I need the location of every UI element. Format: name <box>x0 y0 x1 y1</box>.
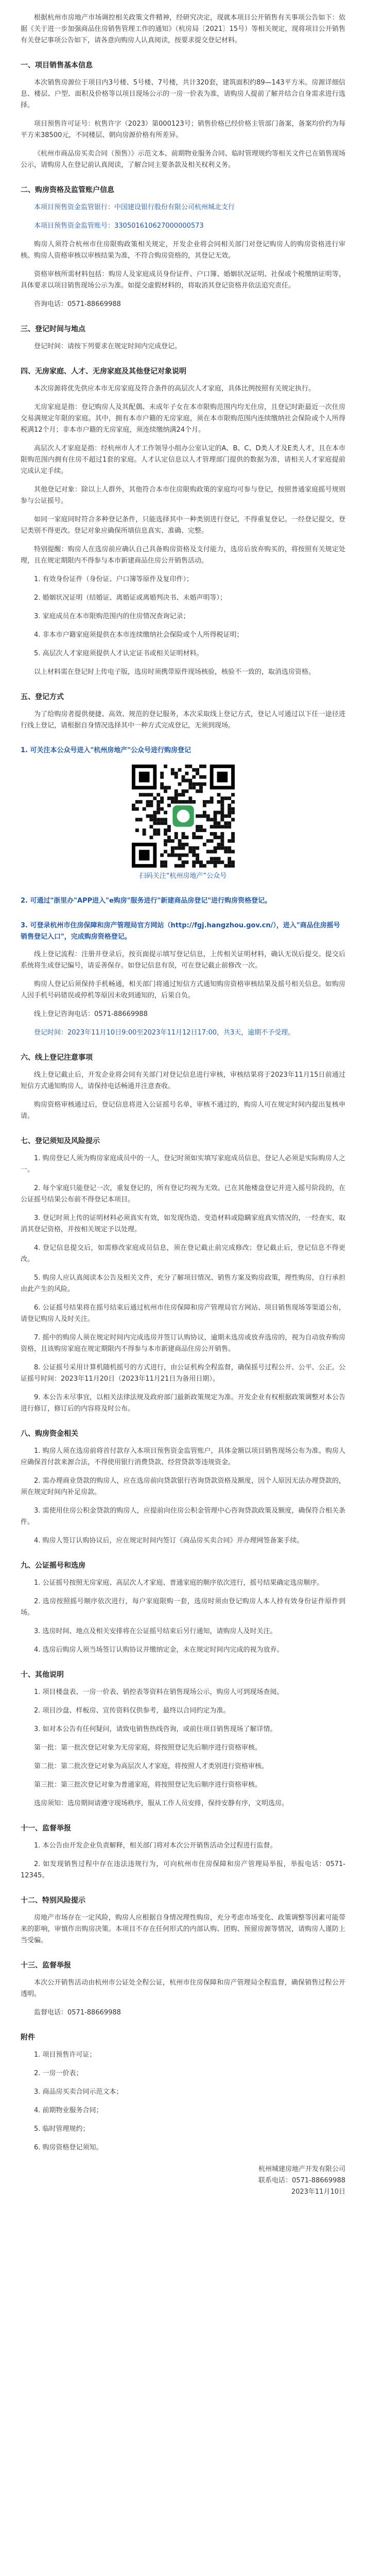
paragraph: 监督电话：0571-88669988 <box>34 2009 121 2016</box>
paragraph: 项目预售许可证号：杭售许字（2023）第000123号；销售价格已经价格主管部门备案，备案均价约为每平方米38500元，不同楼层、朝向房源价格有所差异。 <box>21 120 345 139</box>
footer <box>21 2164 345 2198</box>
qr-code-icon <box>132 765 235 868</box>
section-heading: 六、线上登记注意事项 <box>21 1054 93 1062</box>
paragraph: 4. 选房后购房人须当场签订认购协议并缴纳定金，未在规定时间内完成的视为放弃。 <box>34 1646 284 1654</box>
paragraph: 7. 摇中的购房人须在规定时间内完成选房并签订认购协议，逾期未选房或放弃选房的，视为自动放弃购房资格，且该购房家庭在规定期限内不得参与本市新建商品住房公开销售。 <box>21 1334 345 1353</box>
section-heading: 3. 可登录杭州市住房保障和房产管理局官方网站（http://fgj.hangzhou.gov.cn/），进入"商品住房摇号销售登记入口"，完成购房资格登记。 <box>21 922 340 941</box>
paragraph: 3. 登记时须上传的证明材料必须真实有效，如发现伪造、变造材料或隐瞒家庭真实情况的，一经查实，取消其登记资格，并按相关规定予以处理。 <box>21 1214 345 1233</box>
paragraph: 根据杭州市房地产市场调控相关政策文件精神，经研究决定，现就本项目公开销售有关事项公告如下：依据《关于进一步加强商品住房销售管理工作的通知》（杭房局〔2021〕15号）等相关规定，现将项目公开销售有关登记事项公告如下，请各意向购房人认真阅读，按要求提交登记材料。 <box>21 14 345 44</box>
paragraph: 1. 购房人须在选房前将首付款存入本项目预售资金监管账户，具体金额以项目销售现场公布为准。购房人应确保首付款来源合法，不得使用银行消费贷款、经营贷款等违规资金。 <box>21 1447 345 1466</box>
paragraph: 5. 购房人应认真阅读本公告及相关文件，充分了解项目情况、销售方案及购房政策，理性购房，自行承担由此产生的风险。 <box>21 1274 345 1293</box>
paragraph: 房地产市场存在一定风险，购房人应根据自身情况理性购房，充分考虑市场变化、政策调整等因素可能带来的影响，审慎作出购房决策。本项目不存在任何形式的内部认购、团购、预留房源等情况，请购房人谨防上当受骗。 <box>21 1914 345 1944</box>
section-heading: 十二、特别风险提示 <box>21 1896 85 1905</box>
paragraph: 2. 每个家庭只能登记一次，重复登记的，所有登记均视为无效。已在其他楼盘登记并进入摇号阶段的，在公证摇号结果公布前不得登记本项目。 <box>21 1184 345 1204</box>
paragraph: 5. 高层次人才家庭须提供人才认定证书或相关证明材料。 <box>34 650 203 657</box>
paragraph: 本项目预售资金监管银行：中国建设银行股份有限公司杭州城北支行 <box>34 204 235 211</box>
paragraph: 2. 需办理商业贷款的购房人，应在选房前向贷款银行咨询贷款资格及额度，因个人原因无法办理贷款的，须在规定时间内补足房款。 <box>21 1477 345 1496</box>
paragraph: 本次公开销售活动由杭州市公证处全程公证，杭州市住房保障和房产管理局全程监督，确保销售过程公开透明。 <box>21 1979 345 1998</box>
paragraph: 2. 婚姻状况证明（结婚证、离婚证或离婚判决书、未婚声明等）； <box>34 594 227 602</box>
section-heading: 十三、监督举报 <box>21 1961 71 1970</box>
paragraph: 无房家庭是指：登记购房人及其配偶、未成年子女在本市限购范围内均无住房，且登记时距最近一次住房交易满规定年限的家庭。其中，拥有本市户籍的无房家庭，须在本市限购范围内连续缴纳社会保险或个人所得税满12个月；非本市户籍的无房家庭，须连续缴纳满24个月。 <box>21 403 345 434</box>
paragraph: 购房人须符合杭州市住房限购政策相关规定，开发企业将会同相关部门对登记购房人的购房资格进行审核。购房人资格审核以审核结果为准，不符合购房资格的，其登记无效。 <box>21 241 345 260</box>
paragraph: 第三批：第三批次登记对象为普通家庭，将按照登记先后顺序进行资格审核。 <box>34 1781 262 1789</box>
paragraph: 9. 本公告未尽事宜，以相关法律法规及政府部门最新政策规定为准。开发企业有权根据政策调整对本公告进行修订，修订后的内容将及时公布。 <box>21 1394 345 1413</box>
paragraph: 登记时间：请按下列要求在规定时间内完成登记。 <box>34 343 182 350</box>
paragraph: 4. 购房人签订认购协议后，应在规定时间内签订《商品房买卖合同》并办理网签备案手续。 <box>34 1537 304 1545</box>
section-heading: 2. 可通过"浙里办"APP进入"e购房"服务进行"新建商品房登记"进行购房资格登记。 <box>21 897 272 905</box>
paragraph: 2. 项目沙盘、样板房、宣传资料仅供参考，最终以合同约定为准。 <box>34 1707 230 1715</box>
section-heading: 1. 可关注本公众号进入"杭州房地产"公众号进行购房登记 <box>21 747 191 754</box>
paragraph: 购房资格审核通过后，登记信息将进入公证摇号名单，审核不通过的，购房人可在规定时间内提出复核申请。 <box>21 1101 345 1120</box>
paragraph: 4. 登记信息提交后，如需修改家庭成员信息，须在登记截止前完成修改；登记截止后，登记信息不得更改。 <box>21 1244 345 1263</box>
paragraph: 1. 有效身份证件（身份证、户口簿等原件及复印件）； <box>34 575 194 583</box>
paragraph: 本次销售房源位于项目内3号楼、5号楼、7号楼，共计320套，建筑面积约89—143平方米。房源详细信息、楼层、户型、面积及价格等以项目现场公示的一房一价表为准，请购房人提前了解并结合自身需求进行选择。 <box>21 79 345 109</box>
footer-company: 杭州城建房地产开发有限公司 <box>258 2165 345 2173</box>
paragraph: 高层次人才家庭是指：经杭州市人才工作领导小组办公室认定的A、B、C、D类人才及E类人才，且在本市限购范围内拥有住房不超过1套的家庭。人才认定信息以人才管理部门提供的数据为准，请相关人才家庭提前完成认定手续。 <box>21 445 345 475</box>
paragraph: 本次房源将优先供应本市无房家庭及符合条件的高层次人才家庭，具体比例按照有关规定执行。 <box>34 385 316 393</box>
paragraph: 3. 选房时间、地点及相关安排将在公证摇号结束后另行通知，请购房人及时关注。 <box>34 1628 277 1635</box>
section-heading: 四、无房家庭、人才、无房家庭及其他登记对象说明 <box>21 367 186 376</box>
qr-code-container <box>21 765 345 868</box>
paragraph: 4. 前期物业服务合同； <box>34 2107 103 2114</box>
paragraph: 线上登记截止后，开发企业将会同有关部门对登记信息进行审核，审核结果将于2023年11月15日前通过短信方式通知购房人，请保持电话畅通并注意查收。 <box>21 1071 345 1090</box>
paragraph: 1. 公证摇号按照无房家庭、高层次人才家庭、普通家庭的顺序依次进行，摇号结果确定选房顺序。 <box>34 1579 324 1587</box>
paragraph: 本项目预售资金监管账号：330501610627000000573 <box>34 222 204 230</box>
paragraph: 1. 本公告由开发企业负责解释，相关部门将对本次公开销售活动全过程进行监督。 <box>34 1842 277 1850</box>
paragraph: 选房须知：选房期间请遵守现场秩序，服从工作人员安排，保持安静有序，文明选房。 <box>34 1800 289 1807</box>
paragraph: 购房人登记后须保持手机畅通，相关部门将通过短信方式通知购房资格审核结果及摇号相关信息。如购房人因手机号码错误或停机等原因未收到通知的，后果自负。 <box>21 980 345 999</box>
qr-caption: 扫码关注“杭州房地产”公众号 <box>139 872 227 880</box>
paragraph: 登记时间：2023年11月10日9:00至2023年11月12日17:00，共3天，逾期不予受理。 <box>34 1029 295 1037</box>
paragraph: 其他登记对象：除以上人群外，其他符合本市住房限购政策的家庭均可参与登记，按照普通家庭摇号规则参与公证摇号。 <box>21 486 345 505</box>
article-body <box>21 12 345 2154</box>
section-heading: 附件 <box>21 2033 35 2042</box>
section-heading: 五、登记方式 <box>21 693 64 701</box>
paragraph: 线上登记流程：注册并登录后，按页面提示填写登记信息，上传相关证明材料，确认无误后提交。提交后系统将生成登记编号，请妥善保存。如登记信息有误，可在登记截止前修改一次。 <box>21 951 345 970</box>
paragraph: 3. 家庭成员在本市限购范围内的住房情况查询记录； <box>34 613 190 620</box>
section-heading: 二、购房资格及监管账户信息 <box>21 186 114 194</box>
section-heading: 八、购房资金相关 <box>21 1430 78 1438</box>
paragraph: 5. 临时管理规约； <box>34 2125 90 2133</box>
paragraph: 线上登记咨询电话：0571-88669988 <box>34 1010 148 1018</box>
paragraph: 3. 如对本公告有任何疑问，请致电销售热线咨询，或前往项目销售现场了解详情。 <box>34 1725 277 1733</box>
paragraph: 咨询电话：0571-88669988 <box>34 300 121 308</box>
section-heading: 九、公证摇号和选房 <box>21 1562 85 1570</box>
paragraph: 8. 公证摇号采用计算机随机摇号的方式进行，由公证机构全程监督，确保摇号过程公开、公平、公正。公证摇号时间：2023年11月20日（2023年11月21日为备用日期）。 <box>21 1364 345 1383</box>
paragraph: 1. 购房登记人须为购房家庭成员中的一人，登记时须如实填写家庭成员信息，登记人必须是实际购房人之一。 <box>21 1155 345 1174</box>
paragraph: 以上材料需在登记时上传电子版，选房时须携带原件现场核验，核验不一致的，取消选房资格。 <box>34 668 316 676</box>
section-heading: 三、登记时间与地点 <box>21 325 85 333</box>
paragraph: 第二批：第二批次登记对象为高层次人才家庭，将按照人才类别进行资格审核。 <box>34 1762 269 1770</box>
paragraph: 1. 项目楼盘表、一房一价表、销控表等资料在销售现场公示，购房人可到现场查阅。 <box>34 1688 284 1696</box>
paragraph: 如同一家庭同时符合多种登记条件，只能选择其中一种类别进行登记，不得重复登记。一经登记提交，登记类别不得更改。登记对象应确保所填信息真实、准确、完整。 <box>21 516 345 535</box>
paragraph: 1. 项目预售许可证； <box>34 2051 96 2059</box>
paragraph: 资格审核所需材料包括：购房人及家庭成员身份证件、户口簿、婚姻状况证明、社保或个税缴纳证明等，具体要求以项目销售现场公示为准。如提交虚假材料的，将取消其登记资格并依法追究责任。 <box>21 270 345 290</box>
paragraph: 特别提醒：购房人在选房前应确认自己具备购房资格及支付能力，选房后放弃购买的，将按照有关规定处理，且在规定期限内不得参与本市新建商品住房公开销售活动。 <box>21 546 345 565</box>
footer-phone: 联系电话：0571-88669988 <box>258 2177 345 2184</box>
paragraph: 2. 选房按照摇号顺序依次进行，每户家庭限购一套，选房时须由登记购房人本人持有效身份证件原件到场。 <box>21 1598 345 1617</box>
paragraph: 4. 非本市户籍家庭须提供在本市连续缴纳社会保险或个人所得税证明； <box>34 631 243 639</box>
paragraph: 为了给购房者提供便捷、高效、规范的登记服务，本次采取线上登记方式，登记人可通过以下任一途径进行线上登记，请根据自身情况选择其中一种方式完成登记，无须到现场。 <box>21 710 345 730</box>
footer-date: 2023年11月10日 <box>291 2188 345 2196</box>
paragraph: 第一批：第一批次登记对象为无房家庭，将按照登记先后顺序进行资格审核。 <box>34 1744 262 1752</box>
paragraph: 《杭州市商品房买卖合同（预售）》示范文本、前期物业服务合同、临时管理规约等相关文件已在销售现场公示，请购房人在登记前认真阅读，了解合同主要条款及相关权利义务。 <box>21 150 345 169</box>
section-heading: 十一、监督举报 <box>21 1824 71 1833</box>
paragraph: 2. 如发现销售过程中存在违法违规行为，可向杭州市住房保障和房产管理局举报，举报电话：0571-12345。 <box>21 1860 345 1879</box>
paragraph: 6. 公证摇号结果将在摇号结束后通过杭州市住房保障和房产管理局官方网站、项目销售现场等渠道公布，请登记购房人及时关注。 <box>21 1304 345 1323</box>
paragraph: 2. 一房一价表； <box>34 2070 83 2077</box>
paragraph: 3. 需使用住房公积金贷款的购房人，应提前向住房公积金管理中心咨询贷款政策及额度，确保符合相关条件。 <box>21 1507 345 1526</box>
section-heading: 十、其他说明 <box>21 1671 64 1679</box>
section-heading: 七、登记须知及风险提示 <box>21 1137 100 1145</box>
paragraph: 6. 购房资格登记须知。 <box>34 2144 103 2151</box>
paragraph: 3. 商品房买卖合同示范文本； <box>34 2088 123 2096</box>
section-heading: 一、项目销售基本信息 <box>21 61 93 70</box>
